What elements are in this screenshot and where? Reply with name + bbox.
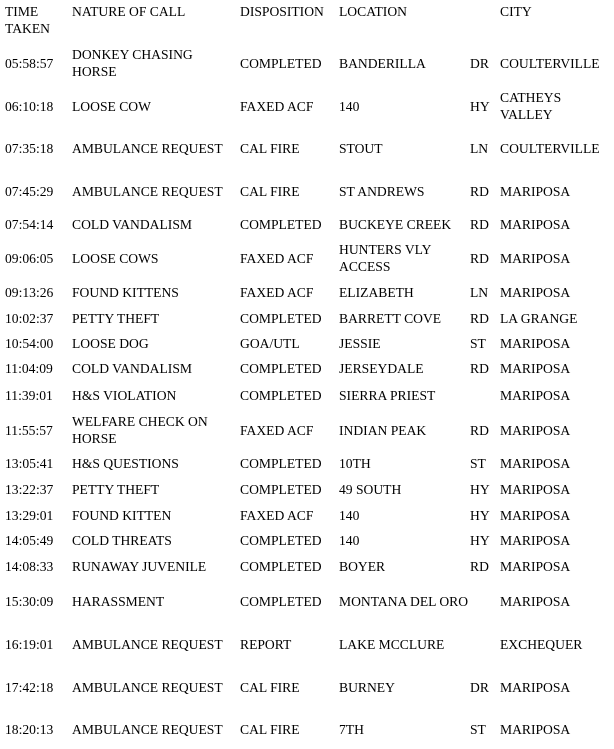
- row-street-suffix: RD: [470, 250, 489, 266]
- row-time: 11:39:01: [5, 387, 53, 403]
- row-nature: HARASSMENT: [72, 593, 165, 609]
- row-disposition: FAXED ACF: [240, 507, 314, 523]
- row-location: ELIZABETH: [339, 284, 414, 300]
- row-location: STOUT: [339, 140, 383, 156]
- row-disposition: COMPLETED: [240, 455, 322, 471]
- row-location: MONTANA DEL ORO: [339, 593, 469, 609]
- table-row: [0, 528, 614, 552]
- row-location: BURNEY: [339, 679, 395, 695]
- table-row: [0, 88, 614, 124]
- row-street-suffix: RD: [470, 183, 489, 199]
- row-time: 14:08:33: [5, 558, 54, 574]
- row-street-suffix: RD: [470, 216, 489, 232]
- table-row: [0, 172, 614, 210]
- row-disposition: COMPLETED: [240, 216, 322, 232]
- row-street-suffix: RD: [470, 310, 489, 326]
- row-location: JERSEYDALE: [339, 360, 424, 376]
- table-row: [0, 129, 614, 167]
- table-row: [0, 44, 614, 82]
- table-row: [0, 625, 614, 663]
- table-header: [0, 3, 614, 39]
- row-city: MARIPOSA: [500, 360, 571, 376]
- row-street-suffix: HY: [470, 481, 490, 497]
- row-nature: LOOSE DOG: [72, 335, 149, 351]
- row-street-suffix: HY: [470, 507, 490, 523]
- row-disposition: CAL FIRE: [240, 679, 300, 695]
- row-time: 07:35:18: [5, 140, 54, 156]
- row-city: COULTERVILLE: [500, 55, 600, 71]
- row-location: ST ANDREWS: [339, 183, 425, 199]
- row-time: 09:13:26: [5, 284, 54, 300]
- row-location: HUNTERS VLY ACCESS: [339, 242, 431, 274]
- row-city: MARIPOSA: [500, 532, 571, 548]
- row-location: LAKE MCCLURE: [339, 636, 445, 652]
- row-city: MARIPOSA: [500, 481, 571, 497]
- row-city: EXCHEQUER: [500, 636, 583, 652]
- table-row: [0, 282, 614, 302]
- header-nature-of-call: NATURE OF CALL: [72, 4, 186, 19]
- row-nature: LOOSE COW: [72, 98, 151, 114]
- table-row: [0, 477, 614, 501]
- row-disposition: COMPLETED: [240, 360, 322, 376]
- table-row: [0, 383, 614, 407]
- row-street-suffix: ST: [470, 721, 486, 737]
- table-row: [0, 451, 614, 475]
- row-street-suffix: HY: [470, 532, 490, 548]
- row-city: MARIPOSA: [500, 455, 571, 471]
- row-disposition: COMPLETED: [240, 593, 322, 609]
- row-nature: PETTY THEFT: [72, 481, 160, 497]
- row-city: MARIPOSA: [500, 284, 571, 300]
- row-location: INDIAN PEAK: [339, 422, 427, 438]
- row-street-suffix: DR: [470, 55, 489, 71]
- row-city: MARIPOSA: [500, 679, 571, 695]
- row-city: CATHEYS VALLEY: [500, 90, 562, 122]
- table-row: [0, 357, 614, 379]
- table-row: [0, 213, 614, 235]
- row-nature: DONKEY CHASING HORSE: [72, 47, 193, 79]
- row-nature: AMBULANCE REQUEST: [72, 140, 223, 156]
- row-disposition: FAXED ACF: [240, 284, 314, 300]
- row-city: LA GRANGE: [500, 310, 578, 326]
- row-city: MARIPOSA: [500, 507, 571, 523]
- row-street-suffix: [470, 383, 498, 407]
- row-time: 13:05:41: [5, 455, 54, 471]
- row-street-suffix: LN: [470, 140, 489, 156]
- table-row: [0, 710, 614, 748]
- row-nature: AMBULANCE REQUEST: [72, 183, 223, 199]
- table-row: [0, 668, 614, 706]
- row-location: 140: [339, 507, 360, 523]
- row-location: 10TH: [339, 455, 371, 471]
- row-time: 06:10:18: [5, 98, 54, 114]
- row-location: 140: [339, 98, 360, 114]
- row-nature: FOUND KITTEN: [72, 507, 172, 523]
- row-city: MARIPOSA: [500, 422, 571, 438]
- table-row: [0, 554, 614, 578]
- row-street-suffix: [470, 580, 498, 622]
- row-street-suffix: [470, 625, 498, 663]
- row-disposition: COMPLETED: [240, 558, 322, 574]
- row-nature: H&S QUESTIONS: [72, 455, 179, 471]
- row-city: MARIPOSA: [500, 216, 571, 232]
- row-location: 49 SOUTH: [339, 481, 402, 497]
- row-location: BOYER: [339, 558, 386, 574]
- row-time: 15:30:09: [5, 593, 54, 609]
- row-street-suffix: RD: [470, 422, 489, 438]
- row-time: 11:04:09: [5, 360, 53, 376]
- row-nature: COLD VANDALISM: [72, 216, 192, 232]
- row-street-suffix: ST: [470, 335, 486, 351]
- row-city: MARIPOSA: [500, 250, 571, 266]
- row-city: MARIPOSA: [500, 721, 571, 737]
- row-nature: WELFARE CHECK ON HORSE: [72, 414, 208, 446]
- row-street-suffix: RD: [470, 558, 489, 574]
- header-location: LOCATION: [339, 4, 407, 19]
- row-disposition: COMPLETED: [240, 481, 322, 497]
- row-disposition: COMPLETED: [240, 55, 322, 71]
- row-disposition: COMPLETED: [240, 310, 322, 326]
- row-disposition: REPORT: [240, 636, 292, 652]
- row-time: 18:20:13: [5, 721, 54, 737]
- row-time: 05:58:57: [5, 55, 54, 71]
- row-location: SIERRA PRIEST: [339, 387, 436, 403]
- row-street-suffix: DR: [470, 679, 489, 695]
- row-city: MARIPOSA: [500, 183, 571, 199]
- row-disposition: CAL FIRE: [240, 721, 300, 737]
- row-city: MARIPOSA: [500, 558, 571, 574]
- row-street-suffix: ST: [470, 455, 486, 471]
- row-location: BARRETT COVE: [339, 310, 442, 326]
- row-disposition: FAXED ACF: [240, 422, 314, 438]
- header-time-taken: TIME TAKEN: [5, 4, 50, 36]
- row-street-suffix: LN: [470, 284, 489, 300]
- row-disposition: CAL FIRE: [240, 183, 300, 199]
- row-time: 13:29:01: [5, 507, 54, 523]
- row-location: JESSIE: [339, 335, 381, 351]
- row-time: 14:05:49: [5, 532, 54, 548]
- row-disposition: FAXED ACF: [240, 98, 314, 114]
- header-city: CITY: [500, 4, 532, 19]
- table-row: [0, 307, 614, 329]
- row-time: 07:54:14: [5, 216, 54, 232]
- row-disposition: FAXED ACF: [240, 250, 314, 266]
- row-location: BUCKEYE CREEK: [339, 216, 452, 232]
- row-city: MARIPOSA: [500, 335, 571, 351]
- row-nature: AMBULANCE REQUEST: [72, 721, 223, 737]
- row-nature: PETTY THEFT: [72, 310, 160, 326]
- row-disposition: CAL FIRE: [240, 140, 300, 156]
- row-nature: H&S VIOLATION: [72, 387, 177, 403]
- table-row: [0, 239, 614, 277]
- row-time: 10:02:37: [5, 310, 54, 326]
- row-nature: COLD THREATS: [72, 532, 172, 548]
- row-city: MARIPOSA: [500, 593, 571, 609]
- row-time: 11:55:57: [5, 422, 53, 438]
- row-city: MARIPOSA: [500, 387, 571, 403]
- row-time: 17:42:18: [5, 679, 54, 695]
- row-time: 16:19:01: [5, 636, 54, 652]
- row-location: 7TH: [339, 721, 364, 737]
- table-row: [0, 410, 614, 450]
- row-nature: AMBULANCE REQUEST: [72, 636, 223, 652]
- row-disposition: COMPLETED: [240, 387, 322, 403]
- row-time: 13:22:37: [5, 481, 54, 497]
- row-time: 10:54:00: [5, 335, 54, 351]
- row-time: 07:45:29: [5, 183, 54, 199]
- table-row: [0, 332, 614, 354]
- row-nature: RUNAWAY JUVENILE: [72, 558, 207, 574]
- row-city: COULTERVILLE: [500, 140, 600, 156]
- row-street-suffix: HY: [470, 98, 490, 114]
- header-disposition: DISPOSITION: [240, 4, 324, 19]
- row-street-suffix: RD: [470, 360, 489, 376]
- row-time: 09:06:05: [5, 250, 54, 266]
- row-nature: AMBULANCE REQUEST: [72, 679, 223, 695]
- table-row: [0, 503, 614, 527]
- table-row: [0, 580, 614, 622]
- row-location: BANDERILLA: [339, 55, 426, 71]
- row-disposition: COMPLETED: [240, 532, 322, 548]
- row-location: 140: [339, 532, 360, 548]
- row-disposition: GOA/UTL: [240, 335, 300, 351]
- row-nature: LOOSE COWS: [72, 250, 159, 266]
- row-nature: COLD VANDALISM: [72, 360, 192, 376]
- row-nature: FOUND KITTENS: [72, 284, 179, 300]
